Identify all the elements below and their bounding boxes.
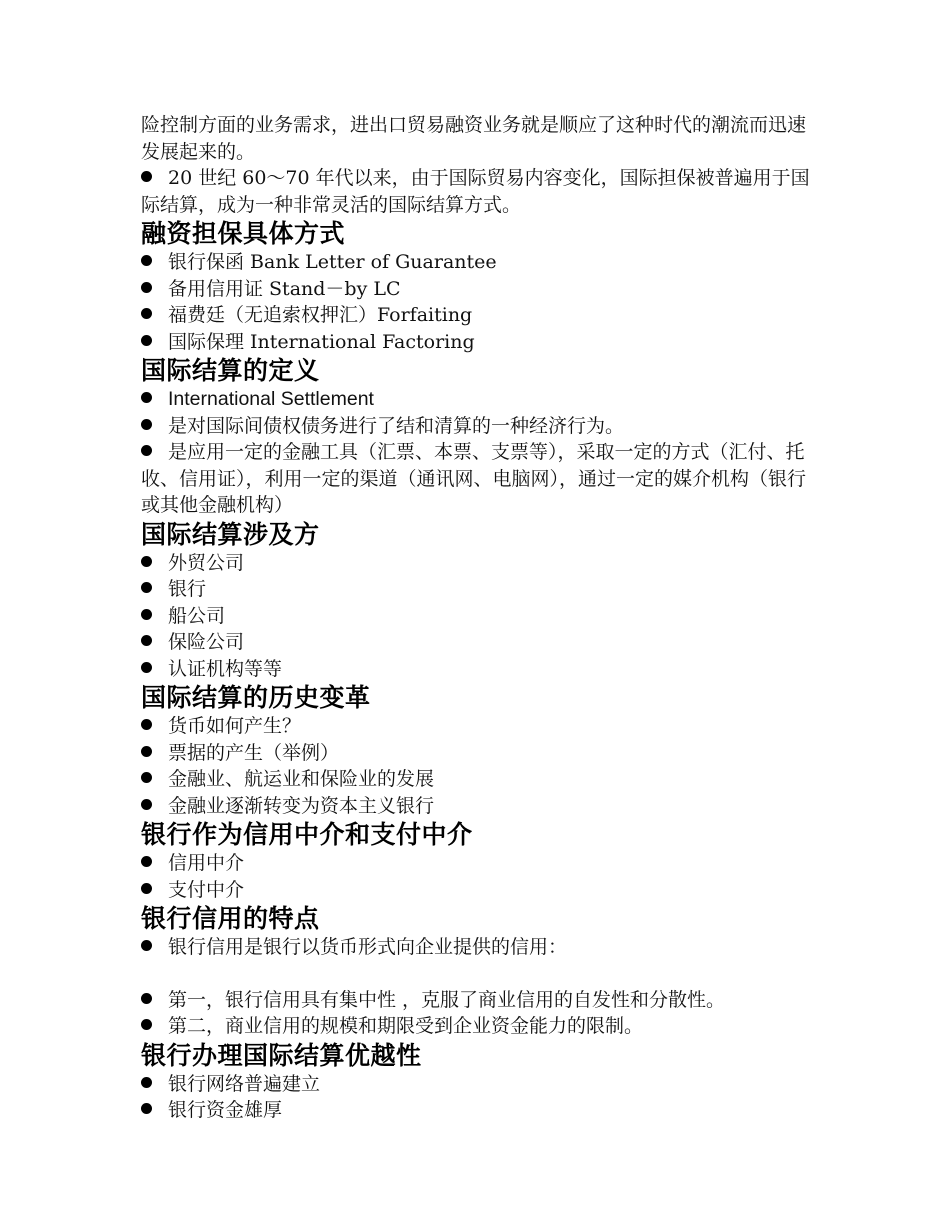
list-item <box>141 987 821 1014</box>
intro-bullet <box>141 165 821 218</box>
list-item-text: International Settlement <box>168 388 374 410</box>
list-item <box>141 249 821 276</box>
list-item-text: 备用信用证 Stand－by LC <box>168 277 401 300</box>
list-item-text: 是应用一定的金融工具（汇票、本票、支票等），采取一定的方式（汇付、托收、信用证），利用一定的渠道（通讯网、电脑网），通过一定的媒介机构（银行或其他金融机构） <box>141 441 807 516</box>
list-item-text: 第一，银行信用具有集中性 ，克服了商业信用的自发性和分散性。 <box>168 988 726 1011</box>
intro-bullet-text: 20 世纪 60～70 年代以来，由于国际贸易内容变化，国际担保被普遍用于国际结算，成为一种非常灵活的国际结算方式。 <box>141 167 810 216</box>
list-item <box>141 1071 821 1098</box>
blank-line <box>141 961 821 987</box>
list-item-text: 银行保函 Bank Letter of Guarantee <box>168 251 497 273</box>
bullet-icon <box>141 392 152 403</box>
list-item-text: 第二，商业信用的规模和期限受到企业资金能力的限制。 <box>168 1015 644 1037</box>
bullet-icon <box>141 335 152 346</box>
list-item-text: 银行资金雄厚 <box>168 1099 283 1121</box>
list-item-text: 银行网络普遍建立 <box>168 1072 321 1095</box>
list-item-text: 货币如何产生？ <box>168 715 302 737</box>
list-item-text: 票据的产生（举例） <box>168 741 340 764</box>
bullet-icon <box>141 582 152 593</box>
list-item-text: 国际保理 International Factoring <box>168 330 475 353</box>
list-item <box>141 629 821 656</box>
bullet-icon <box>141 255 152 266</box>
list-item-text: 金融业、航运业和保险业的发展 <box>168 768 435 790</box>
section-title-financing-guarantee: 融资担保具体方式 <box>141 219 346 248</box>
list-item-text: 是对国际间债权债务进行了结和清算的一种经济行为。 <box>168 414 625 437</box>
list-item-text: 银行信用是银行以货币形式向企业提供的信用： <box>168 936 568 958</box>
bullet-icon <box>141 635 152 646</box>
section-title-bank-advantages: 银行办理国际结算优越性 <box>141 1040 422 1070</box>
list-item <box>141 740 821 767</box>
list-item <box>141 576 821 603</box>
bullet-icon <box>141 746 152 757</box>
bullet-icon <box>141 1019 152 1030</box>
list-item <box>141 850 821 877</box>
list-item <box>141 302 821 329</box>
bullet-icon <box>141 308 152 319</box>
list-item-text: 保险公司 <box>168 631 245 653</box>
list-item-text: 认证机构等等 <box>168 657 283 680</box>
list-item <box>141 439 821 519</box>
bullet-icon <box>141 1103 152 1114</box>
section-title-settlement-definition: 国际结算的定义 <box>141 356 320 385</box>
bullet-icon <box>141 171 152 182</box>
bullet-icon <box>141 856 152 867</box>
bullet-icon <box>141 662 152 673</box>
bullet-icon <box>141 883 152 894</box>
list-item-text: 银行 <box>168 578 207 600</box>
bullet-icon <box>141 772 152 783</box>
section-title-history: 国际结算的历史变革 <box>141 683 371 712</box>
list-item-text: 信用中介 <box>168 852 245 874</box>
bullet-icon <box>141 719 152 730</box>
bullet-icon <box>141 556 152 567</box>
list-item <box>141 713 821 740</box>
list-item <box>141 550 821 577</box>
list-item-text: 福费廷（无追索权押汇）Forfaiting <box>168 304 473 326</box>
bullet-icon <box>141 282 152 293</box>
list-item <box>141 877 821 904</box>
list-item <box>141 934 821 961</box>
section-title-bank-intermediary: 银行作为信用中介和支付中介 <box>141 820 473 849</box>
list-item <box>141 413 821 440</box>
list-item-text: 外贸公司 <box>168 551 245 574</box>
section-title-parties: 国际结算涉及方 <box>141 519 320 549</box>
list-item <box>141 656 821 683</box>
bullet-icon <box>141 799 152 810</box>
document-page <box>141 112 821 1124</box>
section-title-bank-credit: 银行信用的特点 <box>141 904 320 933</box>
list-item <box>141 766 821 793</box>
list-item <box>141 793 821 820</box>
list-item <box>141 603 821 630</box>
list-item <box>141 386 821 413</box>
list-item <box>141 276 821 303</box>
bullet-icon <box>141 445 152 456</box>
bullet-icon <box>141 1077 152 1088</box>
list-item <box>141 1013 821 1040</box>
list-item-text: 金融业逐渐转变为资本主义银行 <box>168 794 435 817</box>
list-item <box>141 1097 821 1124</box>
list-item <box>141 329 821 356</box>
list-item-text: 支付中介 <box>168 878 245 901</box>
intro-paragraph: 险控制方面的业务需求，进出口贸易融资业务就是顺应了这种时代的潮流而迅速发展起来的。 <box>141 114 807 163</box>
bullet-icon <box>141 993 152 1004</box>
bullet-icon <box>141 419 152 430</box>
list-item-text: 船公司 <box>168 604 226 627</box>
bullet-icon <box>141 609 152 620</box>
bullet-icon <box>141 940 152 951</box>
